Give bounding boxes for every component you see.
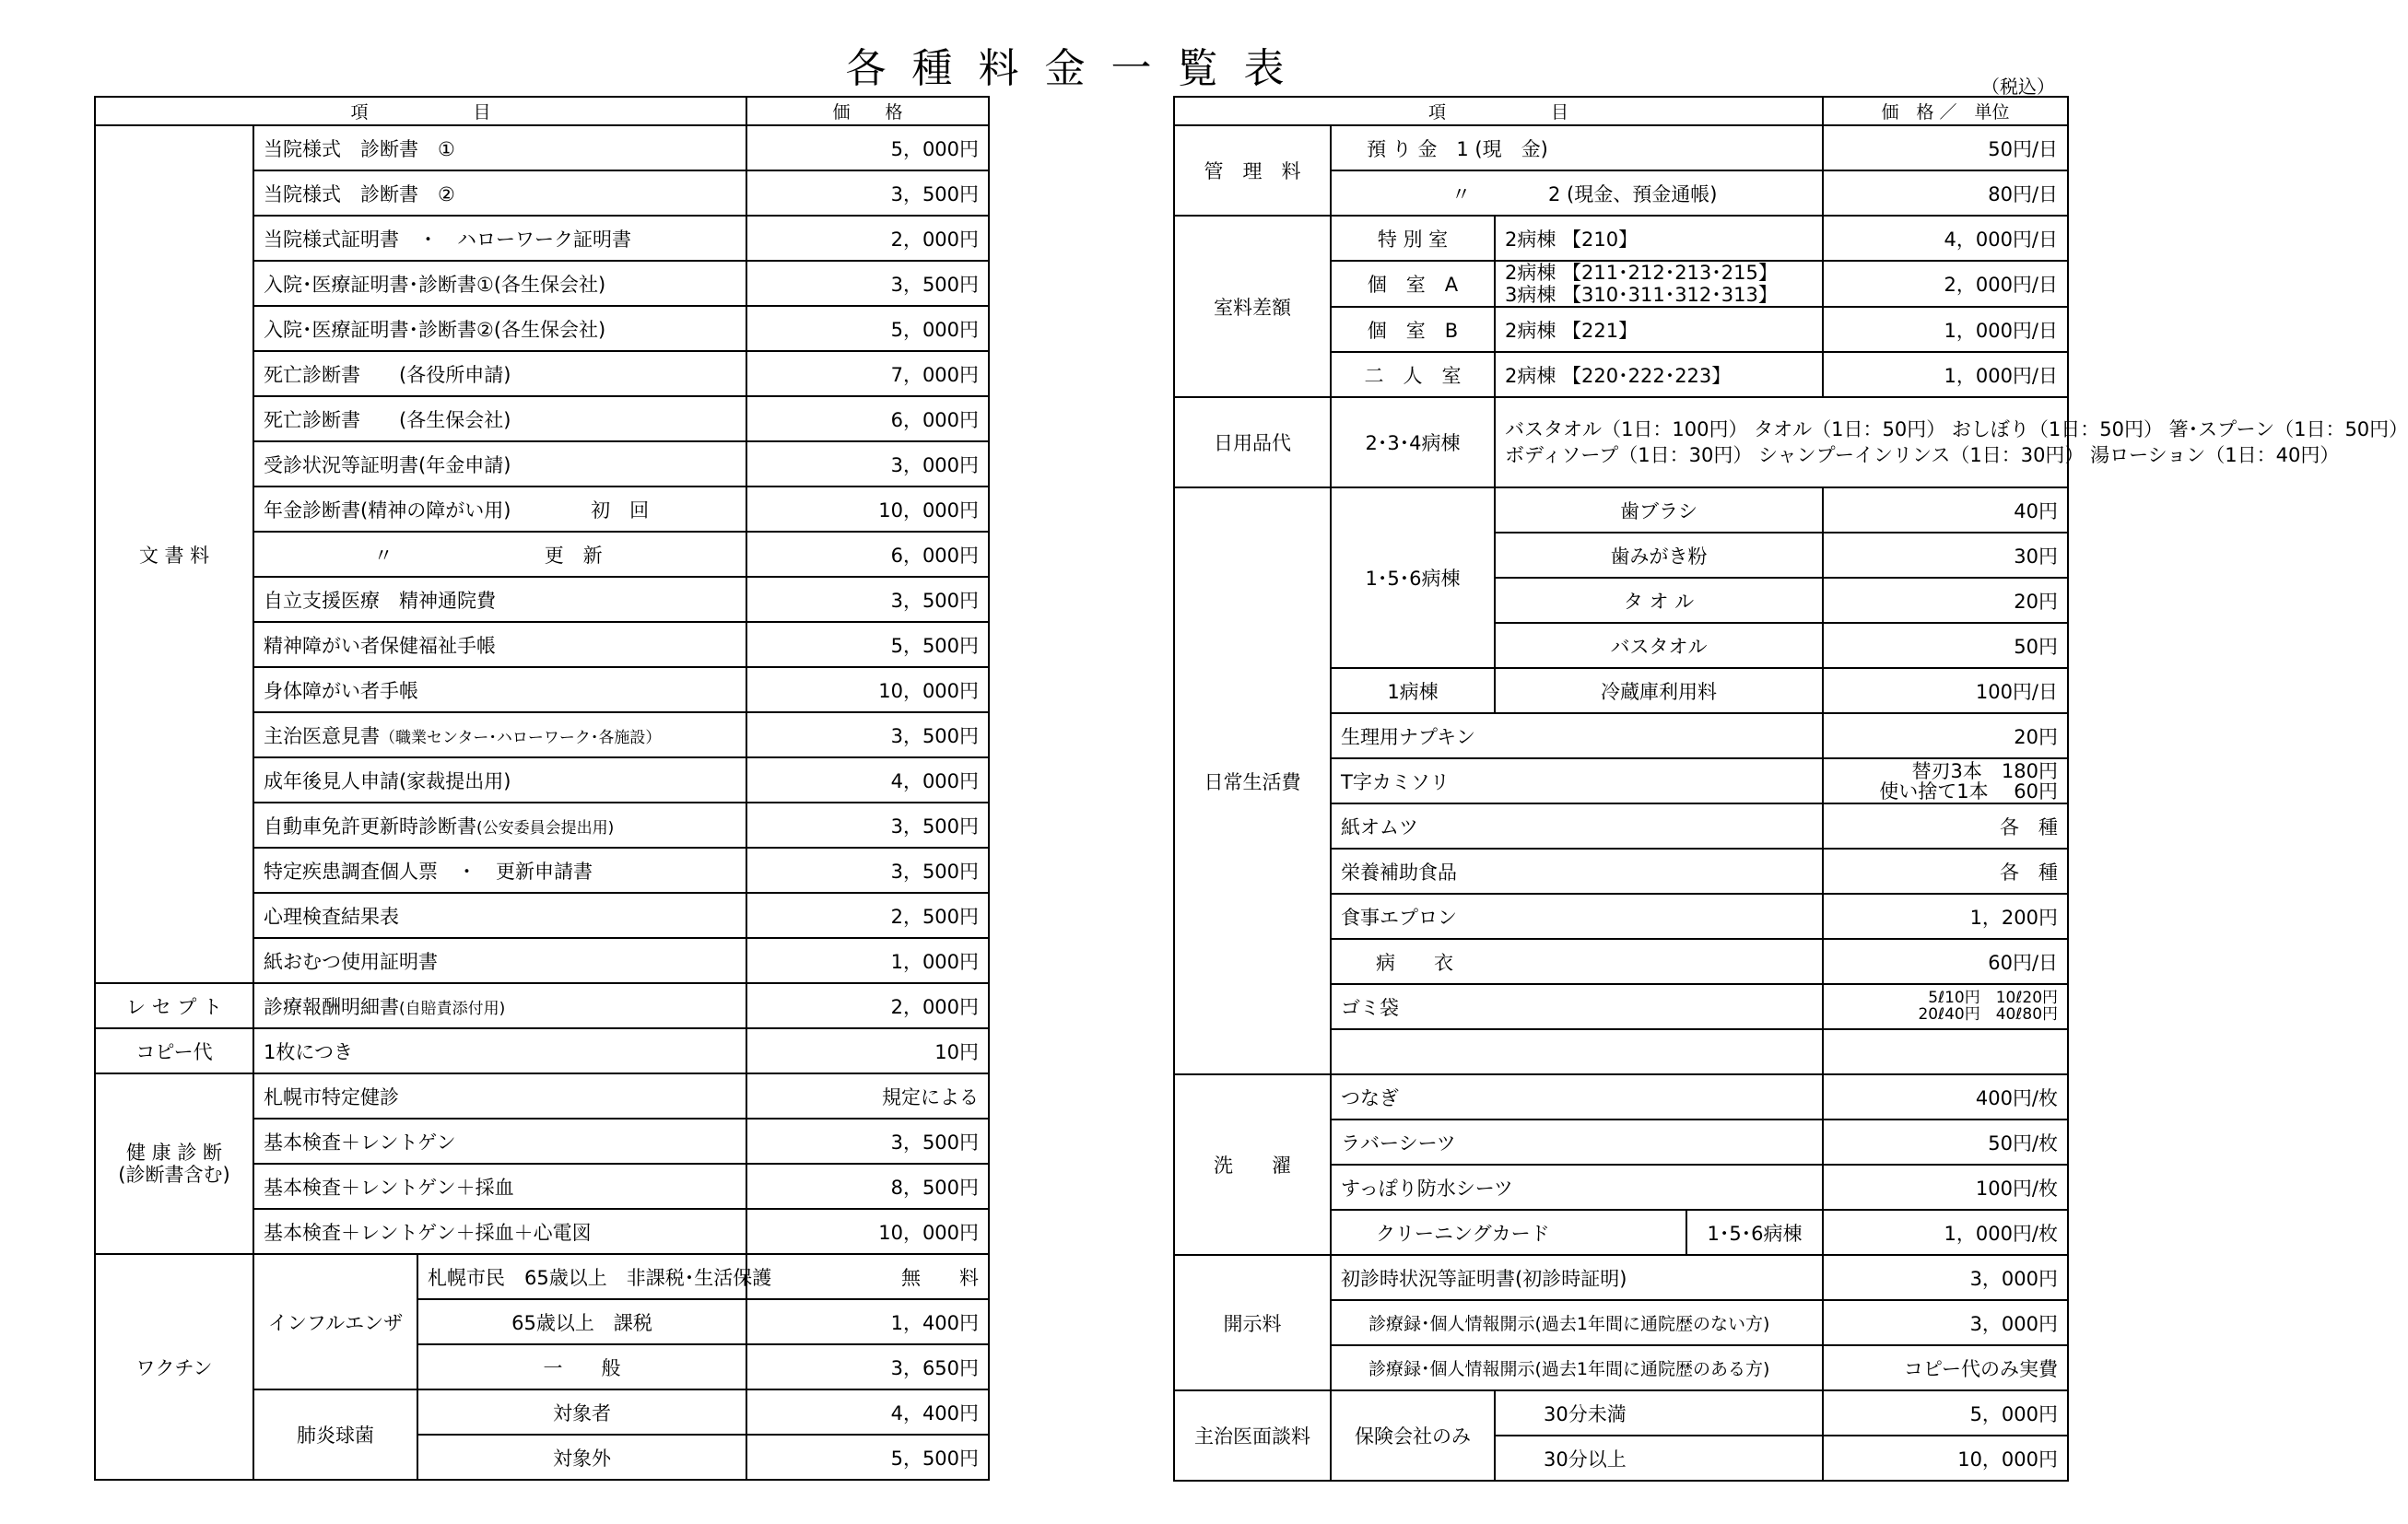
table-row-label: 成年後見人申請(家裁提出用) [253, 757, 746, 803]
price-value: コピー代のみ実費 [1823, 1345, 2068, 1390]
table-row-label: 1枚につき [253, 1028, 746, 1073]
category-documents: 文 書 料 [95, 125, 253, 983]
price-value: 100円/枚 [1823, 1165, 2068, 1210]
price-value: 1，400円 [746, 1299, 989, 1344]
daily-goods-detail [1495, 397, 2408, 487]
pension-initial-label: 初 回 [591, 498, 650, 522]
table-row-label: T字カミソリ [1331, 758, 1823, 803]
price-value: 7，000円 [746, 351, 989, 396]
table-row-label: 自立支援医療 精神通院費 [253, 577, 746, 622]
price-value: 3，500円 [746, 261, 989, 306]
price-value: 3，500円 [746, 803, 989, 848]
price-value: 1，200円 [1823, 894, 2068, 939]
table-row-label: 基本検査＋レントゲン [253, 1119, 746, 1164]
table-row-label: 基本検査＋レントゲン＋採血 [253, 1164, 746, 1209]
table-row-label: 病 衣 [1331, 939, 1823, 984]
price-value: 5，000円 [1823, 1390, 2068, 1436]
table-row-label: 歯みがき粉 [1495, 533, 1823, 578]
razor-price-line1: 替刃3本 180円 [1911, 759, 2059, 782]
pension-renew-label: 更 新 [544, 544, 603, 567]
table-row-label [253, 532, 746, 577]
table-row-label: バスタオル [1495, 623, 1823, 668]
health-category-line2: (診断書含む) [118, 1164, 230, 1186]
category-management: 管 理 料 [1174, 125, 1331, 216]
price-value [1823, 984, 2068, 1029]
physician-opinion-label: 主治医意見書 [264, 724, 380, 747]
table-row-label: 一 般 [417, 1344, 746, 1389]
table-row-label: 当院様式 診断書 ② [253, 170, 746, 216]
tax-note: （税込） [1981, 76, 2055, 98]
interview-target: 保険会社のみ [1331, 1390, 1495, 1481]
price-value: 5，500円 [746, 1435, 989, 1480]
table-row-label: 札幌市特定健診 [253, 1073, 746, 1119]
price-value: 5，000円 [746, 125, 989, 170]
table-row-label: 心理検査結果表 [253, 893, 746, 938]
pension-label: 年金診断書(精神の障がい用) [264, 498, 511, 522]
table-row-label: すっぽり防水シーツ [1331, 1165, 1823, 1210]
flu-label: インフルエンザ [253, 1254, 417, 1389]
room-detail [1495, 261, 1823, 307]
category-laundry: 洗 濯 [1174, 1074, 1331, 1255]
price-value: 50円/日 [1823, 125, 2068, 170]
table-row-label: 紙おむつ使用証明書 [253, 938, 746, 983]
daily-goods-ward: 2･3･4病棟 [1331, 397, 1495, 487]
table-row-label: 受診状況等証明書(年金申請) [253, 441, 746, 487]
table-row-label: 冷蔵庫利用料 [1495, 668, 1823, 713]
category-health-check [95, 1073, 253, 1254]
price-value: 各 種 [1823, 803, 2068, 849]
table-row-label: 診療録･個人情報開示(過去1年間に通院歴のない方) [1331, 1300, 1823, 1345]
room-detail-line1: 2病棟 【211･212･213･215】 [1505, 262, 1778, 284]
table-row-label: 札幌市民 65歳以上 非課税･生活保護 [417, 1254, 746, 1299]
price-value: 80円/日 [1823, 170, 2068, 216]
page-title: 各種料金一覧表 [845, 45, 1310, 92]
price-value: 3，000円 [746, 441, 989, 487]
daily-goods-line2: ボディソープ（1日：30円） シャンプーインリンス（1日：30円） 湯ローション（1日：40円） [1505, 444, 2340, 467]
price-value: 8，500円 [746, 1164, 989, 1209]
price-value: 5，500円 [746, 622, 989, 667]
price-value: 10円 [746, 1028, 989, 1073]
table-row-label: つなぎ [1331, 1074, 1823, 1120]
table-row-label: 30分以上 [1495, 1436, 1823, 1481]
physician-opinion-note: （職業センター･ハローワーク･各施設） [380, 728, 662, 747]
price-value: 3，500円 [746, 848, 989, 893]
price-value: 1，000円/枚 [1823, 1210, 2068, 1255]
price-value: 20円 [1823, 578, 2068, 623]
category-living-expenses: 日常生活費 [1174, 487, 1331, 1074]
price-value: 6，000円 [746, 396, 989, 441]
price-value: 4，000円 [746, 757, 989, 803]
table-row-label: 入院･医療証明書･診断書②(各生保会社) [253, 306, 746, 351]
price-value: 30円 [1823, 533, 2068, 578]
table-row-label: 精神障がい者保健福祉手帳 [253, 622, 746, 667]
price-value: 3，500円 [746, 1119, 989, 1164]
price-value: 2，000円 [746, 216, 989, 261]
table-row-label: 食事エプロン [1331, 894, 1823, 939]
room-type-label: 特 別 室 [1331, 216, 1495, 261]
price-value: 20円 [1823, 713, 2068, 758]
room-type-label: 個 室 B [1331, 307, 1495, 352]
room-type-label: 二 人 室 [1331, 352, 1495, 397]
table-row-label: 対象者 [417, 1389, 746, 1435]
price-value: 1，000円/日 [1823, 352, 2068, 397]
price-value: 40円 [1823, 487, 2068, 533]
room-detail: 2病棟 【210】 [1495, 216, 1823, 261]
price-value: 無 料 [746, 1254, 989, 1299]
right-price-table [1173, 96, 2408, 1482]
category-vaccine: ワクチン [95, 1254, 253, 1480]
price-value: 2，000円/日 [1823, 261, 2068, 307]
table-row-label: 紙オムツ [1331, 803, 1823, 849]
table-row-label: クリーニングカード [1331, 1210, 1686, 1255]
room-detail: 2病棟 【220･222･223】 [1495, 352, 1823, 397]
trash-bag-price-line2: 20ℓ40円 40ℓ80円 [1918, 1004, 2059, 1024]
price-value: 100円/日 [1823, 668, 2068, 713]
price-value: 各 種 [1823, 849, 2068, 894]
price-value: 4，400円 [746, 1389, 989, 1435]
empty-row [1331, 1029, 1823, 1074]
price-value: 3，500円 [746, 577, 989, 622]
category-daily-goods: 日用品代 [1174, 397, 1331, 487]
left-price-table [94, 96, 990, 1481]
table-row-label: 初診時状況等証明書(初診時証明) [1331, 1255, 1823, 1300]
table-row-label [253, 983, 746, 1028]
price-value: 規定による [746, 1073, 989, 1119]
table-row-label [253, 803, 746, 848]
category-physician-interview: 主治医面談料 [1174, 1390, 1331, 1481]
price-value: 10，000円 [746, 487, 989, 532]
left-header-item: 項 目 [95, 97, 746, 125]
table-row-label: 特定疾患調査個人票 ・ 更新申請書 [253, 848, 746, 893]
trash-bag-price-line1: 5ℓ10円 10ℓ20円 [1928, 988, 2059, 1007]
table-row-label: ゴミ袋 [1331, 984, 1823, 1029]
table-row-label: 死亡診断書 (各役所申請) [253, 351, 746, 396]
price-value: 3，500円 [746, 170, 989, 216]
table-row-label: 〃 2 (現金、預金通帳) [1331, 170, 1823, 216]
table-row-label: タ オ ル [1495, 578, 1823, 623]
table-row-label: 基本検査＋レントゲン＋採血＋心電図 [253, 1209, 746, 1254]
price-value: 50円 [1823, 623, 2068, 668]
right-header-item: 項 目 [1174, 97, 1823, 125]
ditto-mark: 〃 [373, 544, 394, 567]
razor-price-line2: 使い捨て1本 60円 [1879, 780, 2059, 803]
table-row-label: 入院･医療証明書･診断書①(各生保会社) [253, 261, 746, 306]
category-receipt: レ セ プ ト [95, 983, 253, 1028]
empty-price [1823, 1029, 2068, 1074]
price-value: 6，000円 [746, 532, 989, 577]
cleaning-card-ward: 1･5･6病棟 [1686, 1210, 1823, 1255]
table-row-label: 30分未満 [1495, 1390, 1823, 1436]
table-row-label: 診療録･個人情報開示(過去1年間に通院歴のある方) [1331, 1345, 1823, 1390]
health-category-line1: 健 康 診 断 [125, 1141, 223, 1164]
category-copy: コピー代 [95, 1028, 253, 1073]
price-value: 1，000円/日 [1823, 307, 2068, 352]
price-value: 400円/枚 [1823, 1074, 2068, 1120]
table-row-label: 預 り 金 1 (現 金) [1331, 125, 1823, 170]
price-value: 3，000円 [1823, 1255, 2068, 1300]
receipt-note: (自賠責添付用) [399, 999, 506, 1018]
right-header-price: 価 格 ／ 単位 [1823, 97, 2068, 125]
table-row-label: 栄養補助食品 [1331, 849, 1823, 894]
price-value: 4，000円/日 [1823, 216, 2068, 261]
table-row-label: 対象外 [417, 1435, 746, 1480]
table-row-label: 当院様式 診断書 ① [253, 125, 746, 170]
table-row-label: 生理用ナプキン [1331, 713, 1823, 758]
price-value [1823, 758, 2068, 803]
price-value: 10，000円 [1823, 1436, 2068, 1481]
license-renewal-label: 自動車免許更新時診断書 [264, 815, 476, 838]
table-row-label [253, 712, 746, 757]
ward-1-label: 1病棟 [1331, 668, 1495, 713]
price-value: 2，500円 [746, 893, 989, 938]
table-row-label: 歯ブラシ [1495, 487, 1823, 533]
price-value: 3，000円 [1823, 1300, 2068, 1345]
price-value: 10，000円 [746, 1209, 989, 1254]
price-value: 5，000円 [746, 306, 989, 351]
table-row-label: 死亡診断書 (各生保会社) [253, 396, 746, 441]
room-detail-line2: 3病棟 【310･311･312･313】 [1505, 284, 1778, 307]
license-renewal-note: (公安委員会提出用) [476, 818, 615, 838]
ward-156-label: 1･5･6病棟 [1331, 487, 1495, 668]
price-value: 1，000円 [746, 938, 989, 983]
room-detail: 2病棟 【221】 [1495, 307, 1823, 352]
pneumococcal-label: 肺炎球菌 [253, 1389, 417, 1480]
price-value: 50円/枚 [1823, 1120, 2068, 1165]
room-type-label: 個 室 A [1331, 261, 1495, 307]
table-row-label: 当院様式証明書 ・ ハローワーク証明書 [253, 216, 746, 261]
category-room-charge: 室料差額 [1174, 216, 1331, 397]
daily-goods-line1: バスタオル（1日：100円） タオル（1日：50円） おしぼり（1日：50円） 箸･スプーン（1日：50円） [1505, 417, 2408, 440]
price-value: 60円/日 [1823, 939, 2068, 984]
table-row-label: 身体障がい者手帳 [253, 667, 746, 712]
price-value: 2，000円 [746, 983, 989, 1028]
table-row-label: ラバーシーツ [1331, 1120, 1823, 1165]
left-header-price: 価 格 [746, 97, 989, 125]
price-value: 3，650円 [746, 1344, 989, 1389]
table-row-label [253, 487, 746, 532]
category-disclosure: 開示料 [1174, 1255, 1331, 1390]
table-row-label: 65歳以上 課税 [417, 1299, 746, 1344]
price-value: 3，500円 [746, 712, 989, 757]
receipt-label: 診療報酬明細書 [264, 995, 399, 1018]
price-value: 10，000円 [746, 667, 989, 712]
